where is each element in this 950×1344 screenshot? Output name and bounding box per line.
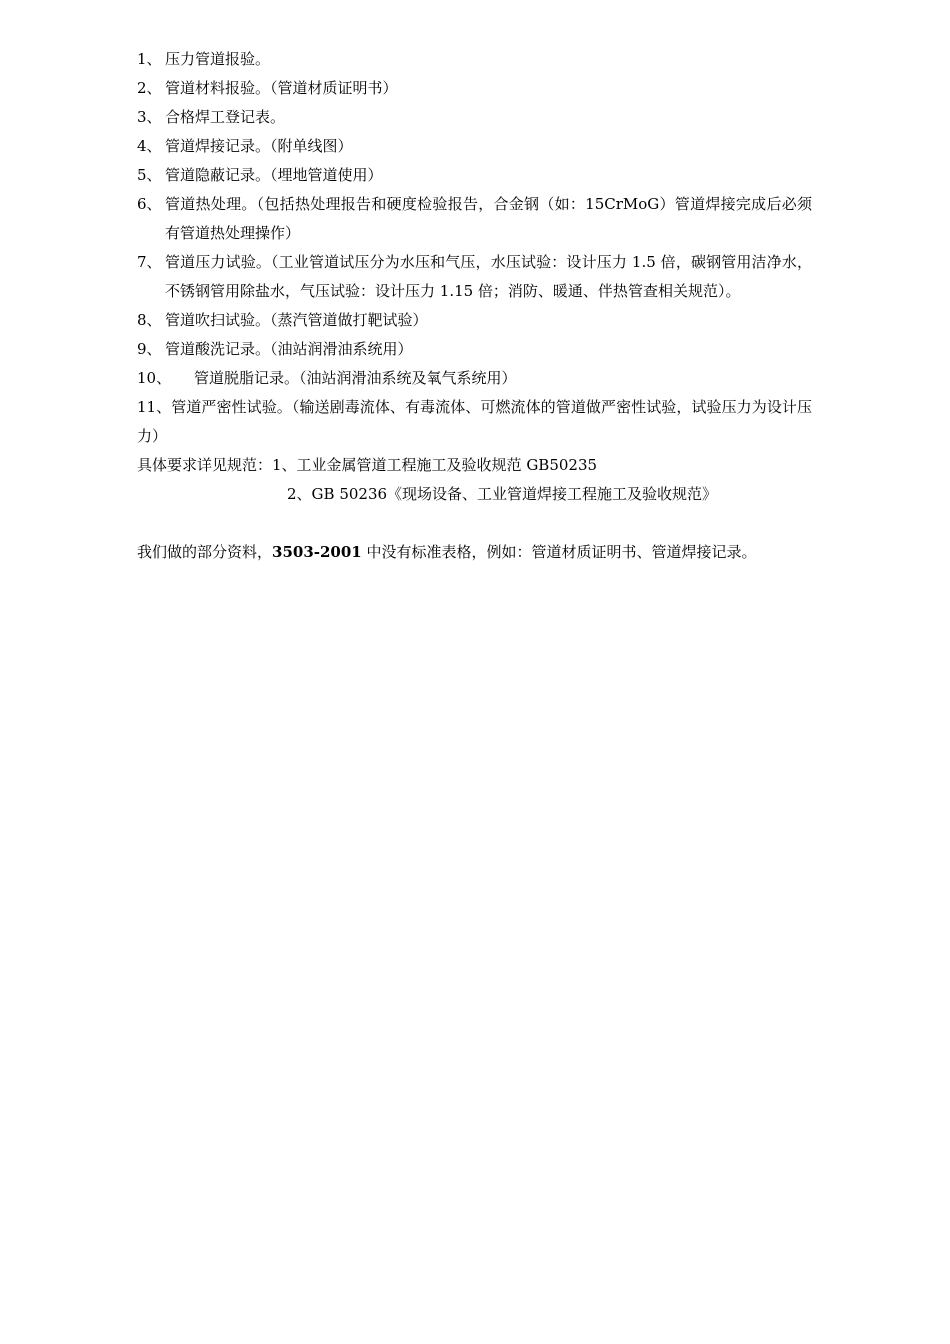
note-paragraph: [137, 538, 812, 567]
note-suffix: 中没有标准表格，例如：管道材质证明书、管道焊接记录。: [361, 543, 757, 561]
list-item-5: [137, 161, 812, 190]
list-number: 2、: [137, 79, 162, 97]
list-text: 管道吹扫试验。（蒸汽管道做打靶试验）: [165, 311, 428, 329]
list-text: 管道热处理。（包括热处理报告和硬度检验报告，合金钢（如：15CrMoG）管道焊接完成后必须有管道热处理操作）: [165, 195, 812, 242]
list-item-9: [137, 335, 812, 364]
requirement-item-1: 1、工业金属管道工程施工及验收规范 GB50235: [272, 456, 598, 474]
list-text: 管道酸洗记录。（油站润滑油系统用）: [165, 340, 413, 358]
list-number: 3、: [137, 108, 162, 126]
list-text: 管道严密性试验。（输送剧毒流体、有毒流体、可燃流体的管道做严密性试验，试验压力为设计压力）: [137, 398, 812, 445]
list-text: 合格焊工登记表。: [165, 108, 286, 126]
list-item-2: [137, 74, 812, 103]
list-text: 管道压力试验。（工业管道试压分为水压和气压，水压试验：设计压力 1.5 倍，碳钢管用洁净水，不锈钢管用除盐水，气压试验：设计压力 1.15 倍；消防、暖通、伴热管查相关规范）。: [165, 253, 812, 300]
list-text: 管道焊接记录。（附单线图）: [165, 137, 353, 155]
requirements-label: 具体要求详见规范：: [137, 456, 273, 474]
list-item-7: [137, 248, 812, 306]
list-item-10: [137, 364, 812, 393]
list-item-4: [137, 132, 812, 161]
list-number: 6、: [137, 195, 162, 213]
list-item-3: [137, 103, 812, 132]
list-text: 压力管道报验。: [165, 50, 271, 68]
list-text-with-number: [137, 393, 812, 451]
list-text: 管道材料报验。（管道材质证明书）: [165, 79, 398, 97]
list-number: 1、: [137, 50, 162, 68]
blank-line: [137, 509, 812, 538]
list-number: 9、: [137, 340, 162, 358]
list-number: 8、: [137, 311, 162, 329]
requirements-row: [137, 451, 812, 480]
document-page: [137, 45, 812, 567]
list-item-1: [137, 45, 812, 74]
list-number: 10、: [137, 369, 172, 387]
list-number: 7、: [137, 253, 162, 271]
requirement-item-2: 2、GB 50236《现场设备、工业管道焊接工程施工及验收规范》: [287, 485, 718, 503]
note-standard-code: 3503-2001: [272, 543, 362, 561]
list-text: 管道隐蔽记录。（埋地管道使用）: [165, 166, 383, 184]
list-number: 11、: [137, 398, 172, 416]
requirements-row-2: [137, 480, 812, 509]
list-number: 5、: [137, 166, 162, 184]
list-text: 管道脱脂记录。（油站润滑油系统及氧气系统用）: [194, 369, 517, 387]
list-item-11: [137, 393, 812, 451]
list-item-8: [137, 306, 812, 335]
list-item-6: [137, 190, 812, 248]
note-prefix: 我们做的部分资料，: [137, 543, 273, 561]
list-number: 4、: [137, 137, 162, 155]
